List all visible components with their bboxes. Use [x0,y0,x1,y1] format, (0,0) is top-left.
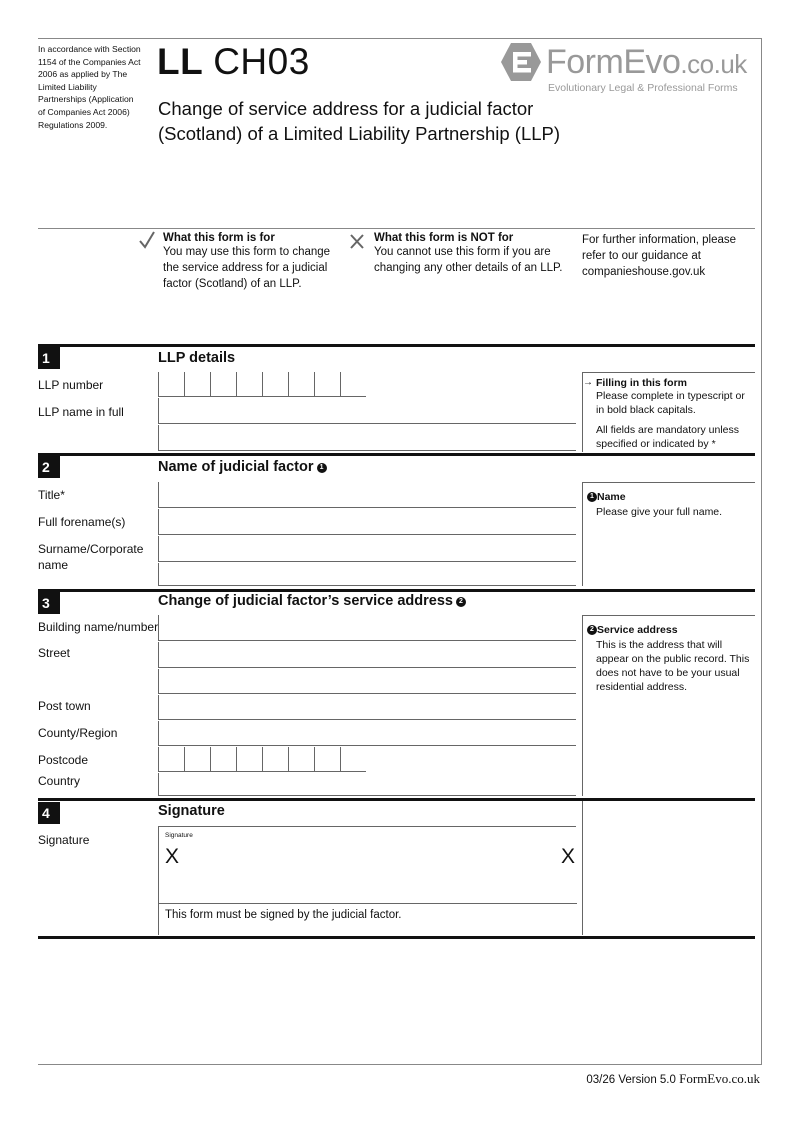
page-right-border [761,38,762,1065]
postcode-cell[interactable] [210,747,236,772]
postcode-cell[interactable] [262,747,288,772]
section2-rule [38,453,755,456]
llp-number-cell[interactable] [314,372,340,397]
logo-brand: FormEvo [546,43,681,81]
section3-heading [158,593,466,609]
form-code [157,42,310,82]
further-info: For further information, please refer to our guidance at companieshouse.gov.uk [582,234,737,278]
signature-divider [159,903,577,904]
building-label: Building name/number [38,620,159,634]
llp-number-cell[interactable] [262,372,288,397]
note-2-icon: 2 [587,625,597,635]
postcode-cell[interactable] [236,747,262,772]
street-label: Street [38,646,71,660]
section3-title: Change of judicial factor’s service address [158,593,453,609]
section4-bottom-rule [38,936,755,939]
signature-caption: Signature [165,832,193,839]
signature-label: Signature [38,833,90,847]
is-for-text: You may use this form to change the service address for a judicial factor (Scotland) of an LLP. [163,246,331,290]
page-top-border [38,38,762,39]
sign-here-mark-right: X [560,845,575,868]
section1-rule [38,344,755,347]
info-is-for [163,232,343,292]
note-1-icon: 1 [587,492,597,502]
form-number: CH03 [213,41,310,82]
info-not-for [374,232,564,276]
postcode-cell[interactable] [184,747,210,772]
not-for-heading: What this form is NOT for [374,232,514,244]
name-note-text: Please give your full name. [596,506,723,518]
post-town-field[interactable] [158,695,576,720]
note-2-icon: 2 [456,597,466,607]
street-field-2[interactable] [158,669,576,694]
llp-number-cell[interactable] [288,372,314,397]
forenames-label: Full forename(s) [38,515,126,529]
llp-number-label: LLP number [38,378,104,392]
surname-field-2[interactable] [158,563,576,586]
formevo-logo-icon [500,42,542,82]
postcode-cell[interactable] [340,747,366,772]
arrow-right-icon: → [583,377,593,388]
building-field[interactable] [158,615,576,641]
legal-note: In accordance with Section 1154 of the Companies Act 2006 as applied by The Limited Liability Partnerships (Application of Companies Act 2006) Regulations 2009. [38,44,141,130]
llp-name-label: LLP name in full [38,405,124,419]
footer-rule [38,1064,762,1065]
llp-number-cell[interactable] [236,372,262,397]
name-note-heading: Name [597,491,626,503]
guidance-heading: Filling in this form [596,377,687,389]
section2-number: 2 [38,456,60,478]
signature-note: This form must be signed by the judicial factor. [165,909,402,921]
section2-title: Name of judicial factor [158,459,314,475]
form-title: Change of service address for a judicial factor (Scotland) of a Limited Liability Partnership (LLP) [158,98,561,144]
llp-name-field-2[interactable] [158,425,576,451]
section1-title: LLP details [158,350,236,366]
llp-number-cell[interactable] [340,372,366,397]
forenames-field[interactable] [158,509,576,535]
guidance-text-1: Please complete in typescript or in bold black capitals. [596,390,745,416]
country-field[interactable] [158,773,576,796]
country-label: Country [38,774,81,788]
section4-side-rule [582,801,583,935]
note-1-icon: 1 [317,463,327,473]
section4-rule [38,798,755,801]
logo-tagline: Evolutionary Legal & Professional Forms [548,82,738,94]
title-label: Title* [38,488,65,502]
postcode-cell[interactable] [288,747,314,772]
section2-heading [158,459,327,475]
footer [586,1071,760,1087]
county-label: County/Region [38,726,118,740]
signature-box[interactable] [158,826,576,935]
not-for-text: You cannot use this form if you are changing any other details of an LLP. [374,246,563,274]
llp-number-cell[interactable] [158,372,184,397]
section2-guidance [582,482,755,586]
formevo-logo [500,42,755,97]
postcode-label: Postcode [38,753,89,767]
title-field[interactable] [158,482,576,508]
cross-icon [349,233,365,250]
section3-guidance [582,615,755,796]
llp-name-field-1[interactable] [158,398,576,424]
logo-tld: .co.uk [680,49,747,79]
section3-rule [38,589,755,592]
section3-number: 3 [38,592,60,614]
section4-title: Signature [158,803,225,819]
surname-label: Surname/Corporate name [38,542,144,572]
surname-field-1[interactable] [158,536,576,562]
llp-number-cell[interactable] [184,372,210,397]
service-address-note-heading: Service address [597,624,678,636]
county-field[interactable] [158,721,576,746]
postcode-cell[interactable] [314,747,340,772]
footer-brand: FormEvo.co.uk [679,1071,760,1086]
sign-here-mark-left: X [165,845,180,868]
footer-version: 03/26 Version 5.0 [586,1074,676,1086]
llp-number-field[interactable] [158,372,366,397]
form-prefix: LL [157,41,204,82]
guidance-text-2: All fields are mandatory unless specified or indicated by * [596,424,739,450]
info-top-rule [38,228,755,229]
checkmark-icon [137,230,157,250]
llp-number-cell[interactable] [210,372,236,397]
is-for-heading: What this form is for [163,232,275,244]
section1-number: 1 [38,347,60,369]
postcode-cell[interactable] [158,747,184,772]
post-town-label: Post town [38,699,91,713]
service-address-note-text: This is the address that will appear on the public record. This does not have to be your usual residential address. [596,639,750,693]
section4-number: 4 [38,802,60,824]
street-field-1[interactable] [158,642,576,668]
section1-guidance [582,372,755,452]
postcode-field[interactable] [158,747,366,772]
